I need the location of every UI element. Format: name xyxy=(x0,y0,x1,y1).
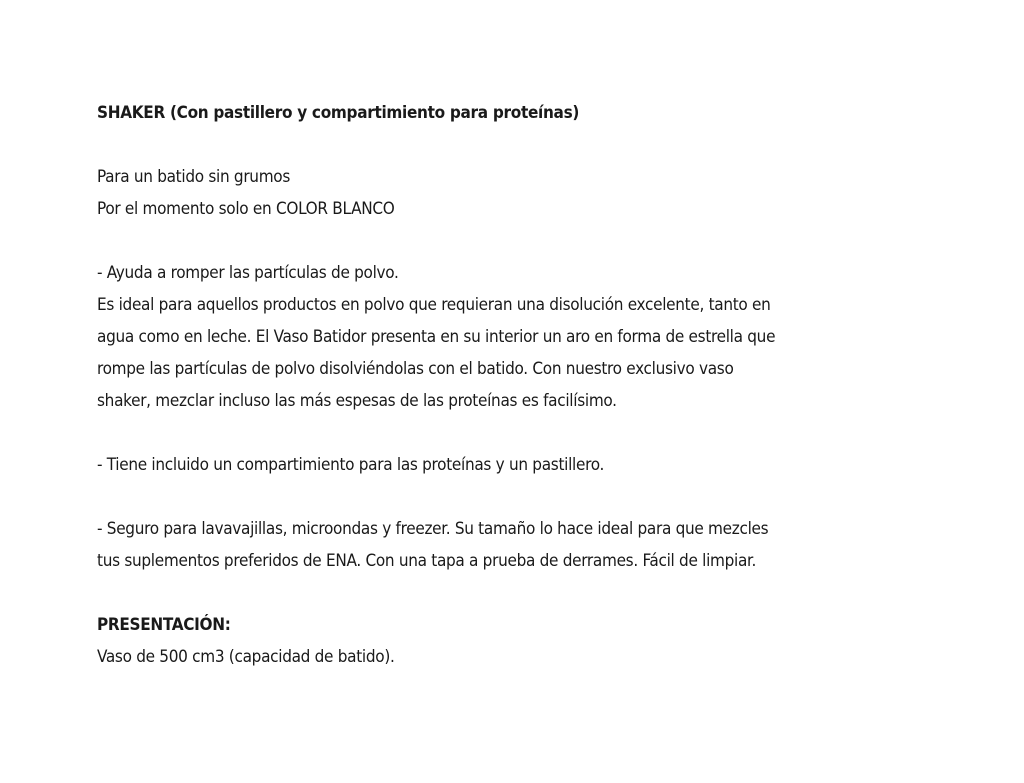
document-title: SHAKER (Con pastillero y compartimiento para proteínas) xyxy=(97,103,580,123)
spacer xyxy=(97,417,917,449)
presentation-text: Vaso de 500 cm3 (capacidad de batido). xyxy=(97,647,395,667)
product-description xyxy=(97,97,917,673)
intro-line-2: Por el momento solo en COLOR BLANCO xyxy=(97,199,395,219)
feature-3-line: tus suplementos preferidos de ENA. Con una tapa a prueba de derrames. Fácil de limpiar. xyxy=(97,551,757,571)
feature-1-line: shaker, mezclar incluso las más espesas de las proteínas es facilísimo. xyxy=(97,391,617,411)
feature-2-text: - Tiene incluido un compartimiento para las proteínas y un pastillero. xyxy=(97,455,605,475)
feature-3-line: - Seguro para lavavajillas, microondas y freezer. Su tamaño lo hace ideal para que mezcles xyxy=(97,519,769,539)
spacer xyxy=(97,225,917,257)
spacer xyxy=(97,481,917,513)
feature-1-line: Es ideal para aquellos productos en polvo que requieran una disolución excelente, tanto en xyxy=(97,295,771,315)
spacer xyxy=(97,577,917,609)
spacer xyxy=(97,129,917,161)
feature-1-heading: - Ayuda a romper las partículas de polvo. xyxy=(97,263,399,283)
presentation-heading: PRESENTACIÓN: xyxy=(97,615,231,635)
feature-1-line: agua como en leche. El Vaso Batidor presenta en su interior un aro en forma de estrella que xyxy=(97,327,776,347)
feature-1-line: rompe las partículas de polvo disolviéndolas con el batido. Con nuestro exclusivo vaso xyxy=(97,359,734,379)
intro-line-1: Para un batido sin grumos xyxy=(97,167,291,187)
